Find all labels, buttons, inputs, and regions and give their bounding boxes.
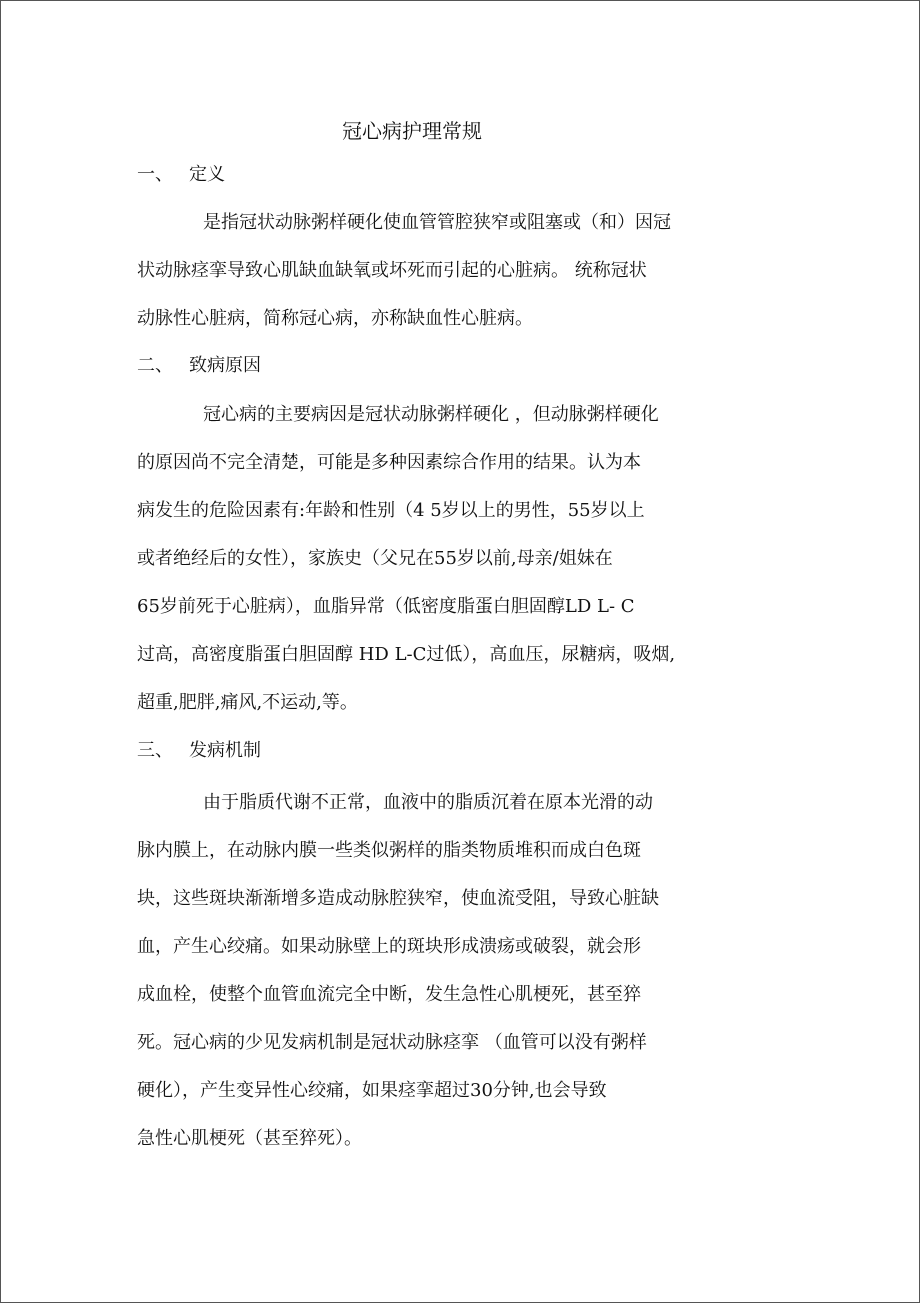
paragraph-line: 状动脉痉挛导致心肌缺血缺氧或坏死而引起的心脏病。 统称冠状 [137,260,647,281]
paragraph-line: 血，产生心绞痛。如果动脉壁上的斑块形成溃疡或破裂，就会形 [137,936,641,957]
paragraph-line: 的原因尚不完全清楚，可能是多种因素综合作用的结果。认为本 [137,452,641,473]
section-title: 发病机制 [189,740,261,761]
paragraph-line: 病发生的危险因素有:年龄和性别（4 5岁以上的男性，55岁以上 [137,500,645,521]
section-heading-definition [137,161,225,189]
section-title: 致病原因 [189,355,261,376]
paragraph-line: 急性心肌梗死（甚至猝死）。 [137,1128,362,1149]
section-heading-causes [137,352,261,380]
paragraph-line: 成血栓，使整个血管血流完全中断，发生急性心肌梗死，甚至猝 [137,984,641,1005]
paragraph-line: 死。冠心病的少见发病机制是冠状动脉痉挛 （血管可以没有粥样 [137,1032,647,1053]
section-heading-mechanism [137,737,261,765]
paragraph-line: 由于脂质代谢不正常，血液中的脂质沉着在原本光滑的动 [203,792,653,813]
section-number: 二、 [137,355,173,376]
paragraph-line: 65岁前死于心脏病），血脂异常（低密度脂蛋白胆固醇LD L- C [137,596,635,617]
paragraph-line: 脉内膜上，在动脉内膜一些类似粥样的脂类物质堆积而成白色斑 [137,840,641,861]
paragraph-line: 是指冠状动脉粥样硬化使血管管腔狭窄或阻塞或（和）因冠 [203,212,671,233]
paragraph-line: 硬化），产生变异性心绞痛，如果痉挛超过30分钟,也会导致 [137,1080,607,1101]
paragraph-line: 超重,肥胖,痛风,不运动,等。 [137,692,358,713]
paragraph-line: 过高，高密度脂蛋白胆固醇 HD L-C过低），高血压，尿糖病，吸烟, [137,644,676,665]
paragraph-line: 或者绝经后的女性），家族史（父兄在55岁以前,母亲/姐妹在 [137,548,613,569]
paragraph-line: 块，这些斑块渐渐增多造成动脉腔狭窄，使血流受阻，导致心脏缺 [137,888,659,909]
document-title: 冠心病护理常规 [342,119,482,143]
paragraph-line: 动脉性心脏病，简称冠心病，亦称缺血性心脏病。 [137,308,533,329]
section-title: 定义 [189,164,225,185]
paragraph-line: 冠心病的主要病因是冠状动脉粥样硬化 ，但动脉粥样硬化 [203,404,659,425]
section-number: 三、 [137,740,173,761]
section-number: 一、 [137,164,173,185]
